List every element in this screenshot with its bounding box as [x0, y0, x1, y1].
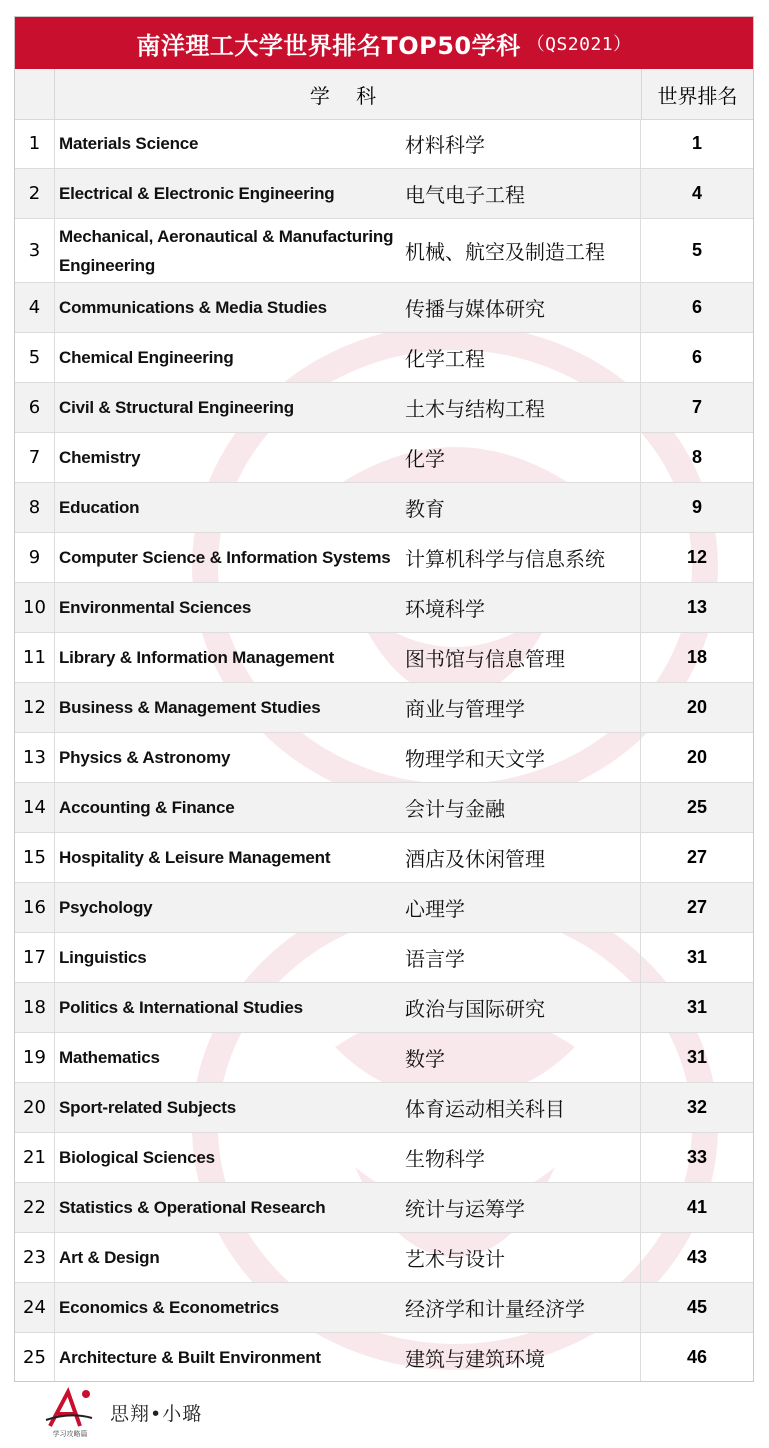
- row-number: 16: [15, 883, 55, 932]
- header-num-cell: [15, 69, 55, 119]
- footer: [14, 1382, 754, 1442]
- subject-chinese: 统计与运筹学: [401, 1183, 641, 1232]
- table-row: [15, 583, 753, 633]
- world-rank: 31: [686, 1047, 708, 1067]
- world-rank: 4: [691, 183, 702, 203]
- subject-chinese: 土木与结构工程: [401, 383, 641, 432]
- subject-english: Psychology: [59, 898, 153, 917]
- row-number: 9: [15, 533, 55, 582]
- subject-chinese: 教育: [401, 483, 641, 532]
- subject-english: Linguistics: [59, 948, 147, 967]
- ranking-table: [14, 16, 754, 1382]
- row-number: 7: [15, 433, 55, 482]
- subject-english: Physics & Astronomy: [59, 748, 231, 767]
- table-row: [15, 1183, 753, 1233]
- world-rank: 31: [686, 997, 708, 1017]
- subject-chinese: 数学: [401, 1033, 641, 1082]
- subject-chinese: 图书馆与信息管理: [401, 633, 641, 682]
- subject-english: Mathematics: [59, 1048, 160, 1067]
- row-number: 20: [15, 1083, 55, 1132]
- subject-chinese: 体育运动相关科目: [401, 1083, 641, 1132]
- table-row: [15, 219, 753, 283]
- world-rank: 18: [686, 647, 708, 667]
- table-row: [15, 283, 753, 333]
- world-rank: 43: [686, 1247, 708, 1267]
- world-rank: 20: [686, 697, 708, 717]
- table-row: [15, 983, 753, 1033]
- subject-chinese: 语言学: [401, 933, 641, 982]
- subject-chinese: 电气电子工程: [401, 169, 641, 218]
- world-rank: 27: [686, 847, 708, 867]
- world-rank: 41: [686, 1197, 708, 1217]
- row-number: 4: [15, 283, 55, 332]
- subject-chinese: 物理学和天文学: [401, 733, 641, 782]
- subject-english: Computer Science & Information Systems: [59, 548, 391, 567]
- row-number: 3: [15, 219, 55, 282]
- subject-english: Architecture & Built Environment: [59, 1348, 321, 1367]
- row-number: 2: [15, 169, 55, 218]
- subject-chinese: 心理学: [401, 883, 641, 932]
- row-number: 15: [15, 833, 55, 882]
- table-row: [15, 1033, 753, 1083]
- subject-chinese: 计算机科学与信息系统: [401, 533, 641, 582]
- subject-english: Chemistry: [59, 448, 141, 467]
- table-row: [15, 169, 753, 219]
- table-row: [15, 383, 753, 433]
- subject-english: Chemical Engineering: [59, 348, 234, 367]
- header-rank: 世界排名: [657, 83, 738, 108]
- subject-english: Materials Science: [59, 134, 199, 153]
- subject-chinese: 政治与国际研究: [401, 983, 641, 1032]
- row-number: 6: [15, 383, 55, 432]
- row-number: 13: [15, 733, 55, 782]
- world-rank: 8: [691, 447, 702, 467]
- table-row: [15, 433, 753, 483]
- table-row: [15, 683, 753, 733]
- subject-english: Biological Sciences: [59, 1148, 215, 1167]
- subject-english: Environmental Sciences: [59, 598, 252, 617]
- table-row: [15, 1283, 753, 1333]
- world-rank: 20: [686, 747, 708, 767]
- world-rank: 45: [686, 1297, 708, 1317]
- subject-chinese: 化学: [401, 433, 641, 482]
- row-number: 10: [15, 583, 55, 632]
- subject-chinese: 传播与媒体研究: [401, 283, 641, 332]
- subject-english: Statistics & Operational Research: [59, 1198, 326, 1217]
- header-subject: 学 科: [55, 69, 642, 119]
- row-number: 22: [15, 1183, 55, 1232]
- subject-chinese: 艺术与设计: [401, 1233, 641, 1282]
- title-sub: （QS2021）: [526, 34, 632, 55]
- subject-chinese: 建筑与建筑环境: [401, 1333, 641, 1382]
- table-row: [15, 1083, 753, 1133]
- subject-english: Library & Information Management: [59, 648, 335, 667]
- subject-english: Education: [59, 498, 140, 517]
- subject-english: Economics & Econometrics: [59, 1298, 280, 1317]
- table-row: [15, 533, 753, 583]
- table-row: [15, 883, 753, 933]
- subject-chinese: 酒店及休闲管理: [401, 833, 641, 882]
- world-rank: 9: [691, 497, 702, 517]
- subject-english: Mechanical, Aeronautical & Manufacturing Engineering: [59, 226, 394, 275]
- world-rank: 12: [686, 547, 708, 567]
- world-rank: 33: [686, 1147, 708, 1167]
- world-rank: 31: [686, 947, 708, 967]
- world-rank: 7: [691, 397, 702, 417]
- table-row: [15, 933, 753, 983]
- table-row: [15, 783, 753, 833]
- subject-chinese: 会计与金融: [401, 783, 641, 832]
- logo-icon: [40, 1386, 100, 1438]
- subject-english: Civil & Structural Engineering: [59, 398, 294, 417]
- row-number: 14: [15, 783, 55, 832]
- table-body: [15, 119, 753, 1382]
- world-rank: 6: [691, 297, 702, 317]
- world-rank: 46: [686, 1347, 708, 1367]
- subject-english: Politics & International Studies: [59, 998, 303, 1017]
- subject-chinese: 化学工程: [401, 333, 641, 382]
- subject-english: Accounting & Finance: [59, 798, 235, 817]
- table-row: [15, 1133, 753, 1183]
- row-number: 1: [15, 119, 55, 168]
- world-rank: 13: [686, 597, 708, 617]
- row-number: 23: [15, 1233, 55, 1282]
- subject-chinese: 商业与管理学: [401, 683, 641, 732]
- subject-chinese: 材料科学: [401, 119, 641, 168]
- world-rank: 5: [691, 240, 702, 260]
- svg-text:学习攻略篇: 学习攻略篇: [52, 1430, 88, 1438]
- table-row: [15, 833, 753, 883]
- row-number: 17: [15, 933, 55, 982]
- subject-english: Sport-related Subjects: [59, 1098, 236, 1117]
- row-number: 5: [15, 333, 55, 382]
- table-row: [15, 483, 753, 533]
- subject-english: Electrical & Electronic Engineering: [59, 184, 335, 203]
- row-number: 12: [15, 683, 55, 732]
- subject-english: Art & Design: [59, 1248, 160, 1267]
- table-row: [15, 733, 753, 783]
- world-rank: 27: [686, 897, 708, 917]
- subject-english: Hospitality & Leisure Management: [59, 848, 331, 867]
- row-number: 8: [15, 483, 55, 532]
- subject-english: Communications & Media Studies: [59, 298, 327, 317]
- subject-chinese: 生物科学: [401, 1133, 641, 1182]
- world-rank: 1: [691, 133, 702, 153]
- footer-author: 思翔•小璐: [110, 1402, 203, 1425]
- title-main: 南洋理工大学世界排名TOP50学科: [136, 31, 521, 60]
- table-row: [15, 1333, 753, 1382]
- world-rank: 6: [691, 347, 702, 367]
- world-rank: 25: [686, 797, 708, 817]
- row-number: 11: [15, 633, 55, 682]
- table-header: [15, 69, 753, 120]
- table-row: [15, 333, 753, 383]
- subject-chinese: 环境科学: [401, 583, 641, 632]
- subject-chinese: 经济学和计量经济学: [401, 1283, 641, 1332]
- table-row: [15, 119, 753, 169]
- table-row: [15, 633, 753, 683]
- subject-english: Business & Management Studies: [59, 698, 321, 717]
- page-title: [15, 17, 753, 69]
- row-number: 24: [15, 1283, 55, 1332]
- world-rank: 32: [686, 1097, 708, 1117]
- row-number: 25: [15, 1333, 55, 1382]
- table-row: [15, 1233, 753, 1283]
- row-number: 21: [15, 1133, 55, 1182]
- row-number: 19: [15, 1033, 55, 1082]
- subject-chinese: 机械、航空及制造工程: [401, 219, 641, 282]
- row-number: 18: [15, 983, 55, 1032]
